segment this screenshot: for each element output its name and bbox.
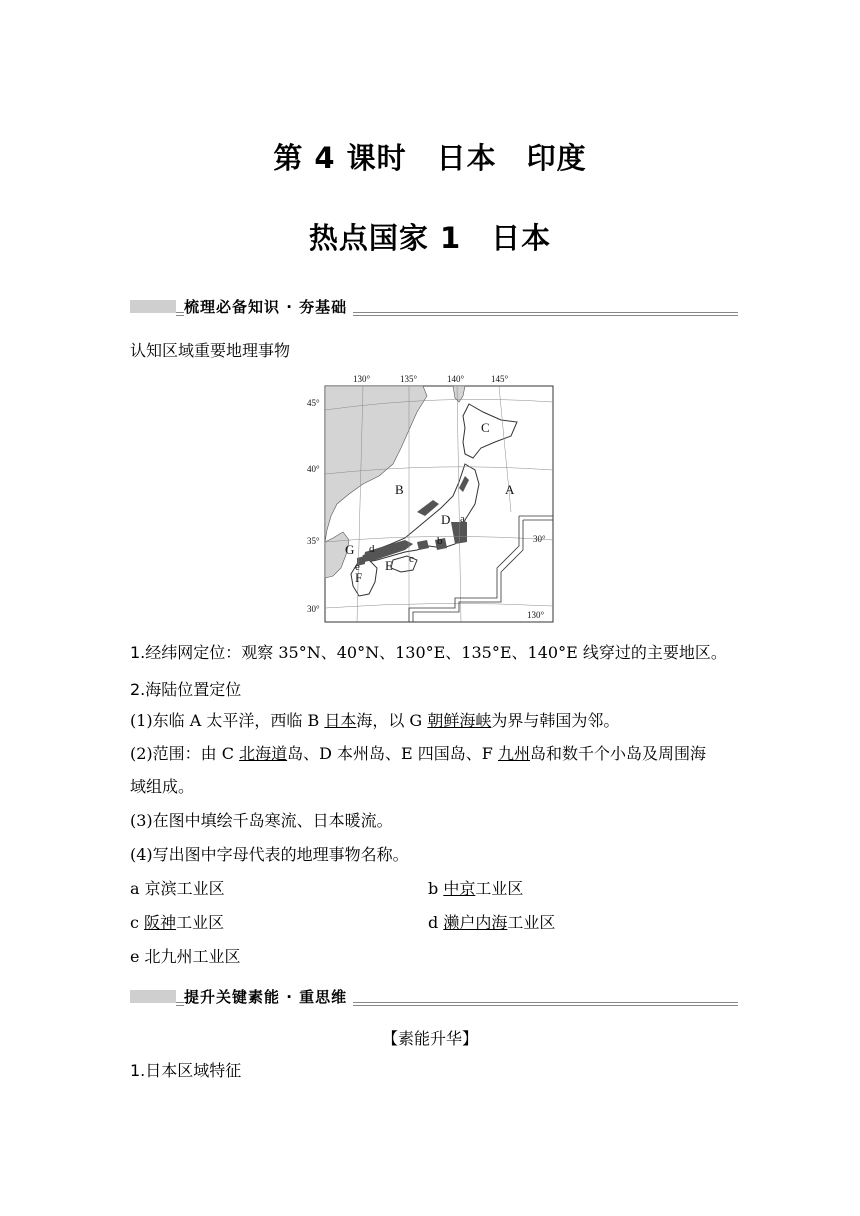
- lon-label: 145°: [491, 374, 509, 384]
- currents-paragraph: (3)在图中填绘千岛寒流、日本暖流。: [130, 811, 393, 830]
- label-B: B: [395, 482, 404, 497]
- answer-korea-strait: 朝鲜海峡: [427, 711, 492, 730]
- label-G: G: [345, 542, 355, 557]
- features-heading: 1.日本区域特征: [130, 1061, 242, 1080]
- answer-hokkaido: 北海道: [239, 744, 288, 763]
- latlon-text: 观察 35°N、40°N、130°E、135°E、140°E 线穿过的主要地区。: [241, 643, 727, 662]
- sealand-heading: 2.海陆位置定位: [130, 680, 242, 699]
- lon-label: 130°: [353, 374, 371, 384]
- label-d: d: [369, 543, 375, 555]
- label-D: D: [441, 512, 451, 527]
- japan-map: [305, 372, 555, 624]
- recognize-heading: 认知区域重要地理事物: [130, 341, 291, 360]
- scope-paragraph: (2)范围：由 C 北海道岛、D 本州岛、E 四国岛、F 九州岛和数千个小岛及周围海: [130, 744, 707, 763]
- section-title: 提升关键素能 · 重思维: [184, 986, 353, 1007]
- lesson-title: 第 4 课时 日本 印度: [273, 141, 587, 175]
- center-heading: 【素能升华】: [381, 1029, 478, 1048]
- inset-lat-label: 30°: [533, 534, 546, 544]
- section-bar: [130, 990, 176, 1003]
- answer-c: c 阪神工业区: [130, 913, 225, 932]
- label-F: F: [355, 570, 363, 585]
- lat-label: 30°: [307, 604, 320, 614]
- answer-e: e 北九州工业区: [130, 947, 241, 966]
- answer-japan-sea: 日本: [324, 711, 357, 730]
- label-C: C: [481, 420, 490, 435]
- section-header-basics: [130, 296, 738, 318]
- inset-lon-label: 130°: [527, 610, 545, 620]
- latlon-heading: 1.经纬网定位：: [130, 643, 242, 662]
- answer-d: d 濑户内海工业区: [428, 913, 556, 932]
- label-c: c: [409, 553, 414, 565]
- section-bar: [130, 300, 176, 313]
- lon-label: 135°: [400, 374, 418, 384]
- lat-label: 45°: [307, 398, 320, 408]
- latlon-paragraph: [130, 642, 727, 664]
- lat-label: 35°: [307, 536, 320, 546]
- section-title: 梳理必备知识 · 夯基础: [184, 296, 353, 317]
- answer-a: a 京滨工业区: [130, 879, 225, 898]
- lon-label: 140°: [447, 374, 465, 384]
- label-a: a: [460, 513, 465, 525]
- section-header-thinking: [130, 986, 738, 1008]
- label-e: e: [355, 561, 360, 573]
- scope-paragraph-cont: 域组成。: [130, 777, 195, 796]
- east-west-paragraph: (1)东临 A 太平洋，西临 B 日本海，以 G 朝鲜海峡为界与韩国为邻。: [130, 711, 620, 730]
- answer-b: b 中京工业区: [428, 879, 524, 898]
- label-b: b: [437, 535, 443, 547]
- topic-title: 热点国家 1 日本: [308, 221, 552, 255]
- lat-label: 40°: [307, 464, 320, 474]
- answer-kyushu: 九州: [497, 744, 530, 763]
- label-E: E: [385, 558, 393, 573]
- letters-paragraph: (4)写出图中字母代表的地理事物名称。: [130, 845, 409, 864]
- label-A: A: [505, 482, 515, 497]
